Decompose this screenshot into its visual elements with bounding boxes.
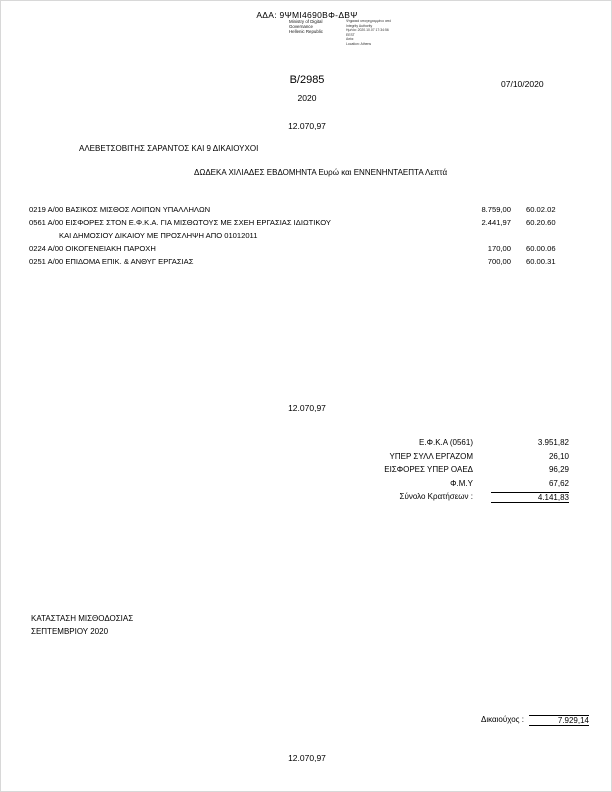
protocol-date: 07/10/2020 [501,79,544,89]
deductions-table [1,438,612,506]
document-year: 2020 [297,93,317,103]
payee-amount: 7.929,14 [529,715,589,726]
deduction-label: Φ.Μ.Υ [450,478,473,488]
line-item-code-desc: 0224 Α/00 ΟΙΚΟΓΕΝΕΙΑΚΗ ΠΑΡΟΧΗ [29,244,156,253]
line-item-account: 60.00.06 [526,244,556,253]
grand-total: 12.070,97 [288,753,326,763]
deductions-total-label: Σύνολο Κρατήσεων : [399,492,473,501]
payroll-statement-line: ΚΑΤΑΣΤΑΣΗ ΜΙΣΘΟΔΟΣΙΑΣ [31,614,134,623]
ministry-signature-en-line: Governance [289,24,313,30]
table-row [1,205,612,218]
deductions-total-amount: 4.141,83 [491,492,569,503]
deduction-row [1,465,612,479]
line-item-account: 60.02.02 [526,205,556,214]
table-row [1,244,612,257]
deduction-amount: 26,10 [548,451,569,461]
ministry-signature-en [289,19,343,49]
ministry-signature-gr-line: Integrity Authority [346,23,373,28]
ministry-signature-en-line: Hellenic Republic [289,29,323,35]
deduction-row [1,479,612,493]
line-item-code-desc: 0251 Α/00 ΕΠΙΔΟΜΑ ΕΠΙΚ. & ΑΝΘΥΓ ΕΡΓΑΣΙΑΣ [29,257,194,266]
table-row [1,257,612,270]
ministry-signature-gr-line: Αιτία: [346,37,355,42]
deduction-row [1,438,612,452]
amount-total-top: 12.070,97 [288,121,326,131]
deduction-amount: 96,29 [548,465,569,474]
deduction-label: ΕΙΣΦΟΡΕΣ ΥΠΕΡ ΟΑΕΔ [384,465,473,474]
line-item-amount: 700,00 [487,257,511,266]
line-item-amount: 8.759,00 [481,205,511,214]
ministry-signature-en-line: Ministry of Digital [289,19,323,24]
deduction-amount: 3.951,82 [537,438,569,447]
line-item-description-2: ΚΑΙ ΔΗΜΟΣΙΟΥ ΔΙΚΑΙΟΥ ΜΕ ΠΡΟΣΛΗΨΗ ΑΠΟ 01012011 [59,231,258,240]
deduction-amount: 67,62 [548,478,569,488]
payroll-statement-line: ΣΕΠΤΕΜΒΡΙΟΥ 2020 [31,627,109,636]
amount-in-words: ΔΩΔΕΚΑ ΧΙΛΙΑΔΕΣ ΕΒΔΟΜΗΝΤΑ Ευρώ και ΕΝΝΕΝΗΝΤΑΕΠΤΑ Λεπτά [194,168,448,177]
line-items-table [1,205,612,270]
ministry-signature-gr-line: Location: Athens [346,41,372,46]
beneficiary-name: ΑΛΕΒΕΤΣΟΒΙΤΗΣ ΣΑΡΑΝΤΟΣ ΚΑΙ 9 ΔΙΚΑΙΟΥΧΟΙ [79,144,259,153]
line-item-amount: 170,00 [487,244,511,253]
table-row [1,218,612,231]
ministry-signature-gr [346,19,406,51]
ministry-signature-gr-line: Ψηφιακά υπογεγραμμένο από [346,19,392,23]
line-item-account: 60.20.60 [526,218,556,227]
table-row-continuation [1,231,612,244]
line-items-subtotal: 12.070,97 [288,403,326,413]
deduction-label: ΥΠΕΡ ΣΥΛΛ ΕΡΓΑΖΟΜ [389,451,473,461]
line-item-amount: 2.441,97 [481,218,511,227]
line-item-code-desc: 0219 Α/00 ΒΑΣΙΚΟΣ ΜΙΣΘΟΣ ΛΟΙΠΩΝ ΥΠΑΛΛΗΛΩΝ [29,205,211,214]
deduction-label: Ε.Φ.Κ.Α (0561) [419,438,473,447]
payee-label: Δικαιούχος : [481,715,524,724]
ministry-signature-gr-line: EEST [346,32,355,37]
line-item-account: 60.00.31 [526,257,556,266]
deduction-row [1,452,612,466]
line-item-code-desc: 0561 Α/00 ΕΙΣΦΟΡΕΣ ΣΤΟΝ Ε.Φ.Κ.Α. ΓΙΑ ΜΙΣΘΩΤΟΥΣ ΜΕ ΣΧΕΗ ΕΡΓΑΣΙΑΣ ΙΔΙΩΤΙΚΟΥ [29,218,331,227]
protocol-number: Β/2985 [289,74,325,86]
deductions-total-row [1,492,612,506]
ministry-signature-gr-line: Ημ/νία: 2020.10.07 17:34:56 [346,28,389,33]
ada-reference: ΑΔΑ: 9ΨΜΙ4690ΒΦ-ΔΒΨ [256,10,358,20]
payroll-statement [31,612,133,638]
